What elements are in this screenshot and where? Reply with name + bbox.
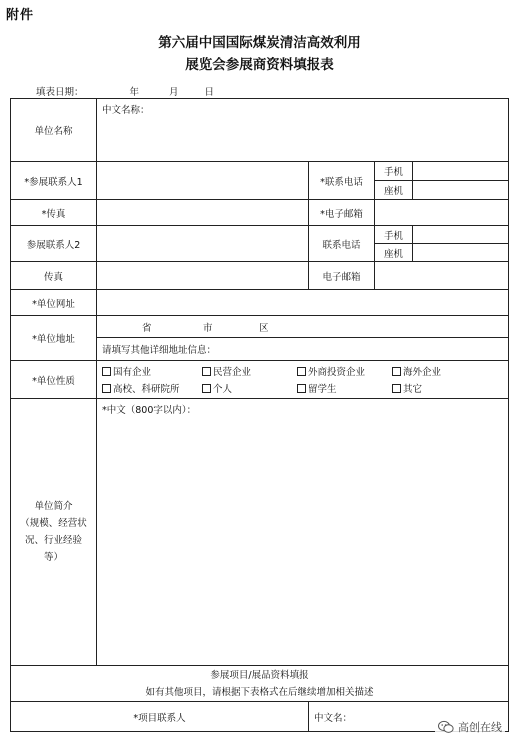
district-label: 区 [259, 322, 269, 334]
chinese-name-label: 中文名称： [102, 105, 150, 116]
checkbox[interactable] [202, 367, 211, 376]
form-title-line1: 第六届中国国际煤炭清洁高效利用 [158, 35, 361, 51]
checkbox[interactable] [102, 367, 111, 376]
email2-label: 电子邮箱 [309, 262, 375, 290]
wechat-icon [438, 720, 454, 734]
checkbox[interactable] [297, 384, 306, 393]
email1-field[interactable] [375, 200, 509, 226]
nature-label: *单位性质 [11, 361, 97, 399]
province-label: 省 [142, 322, 152, 334]
address-label: *单位地址 [11, 316, 97, 361]
fax1-field[interactable] [97, 200, 309, 226]
nature-option[interactable]: 个人 [202, 381, 297, 395]
project-note: 如有其他项目，请根据下表格式在后继续增加相关描述 [145, 686, 374, 698]
address-field[interactable] [97, 316, 509, 361]
checkbox[interactable] [297, 367, 306, 376]
project-title: 参展项目/展品资料填报 [210, 669, 309, 681]
contact2-phone-label: 联系电话 [309, 226, 375, 262]
nature-option[interactable]: 其它 [392, 381, 487, 395]
nature-option[interactable]: 高校、科研院所 [102, 381, 202, 395]
landline1-field[interactable] [413, 181, 509, 200]
landline2-field[interactable] [413, 244, 509, 262]
email2-field[interactable] [375, 262, 509, 290]
email1-label: *电子邮箱 [309, 200, 375, 226]
fill-date-row [36, 84, 214, 98]
landline2-label: 座机 [375, 244, 413, 262]
contact1-label: *参展联系人1 [11, 162, 97, 200]
date-day: 日 [204, 87, 215, 98]
contact2-field[interactable] [97, 226, 309, 262]
intro-label: 单位简介 （规模、经营状 况、行业经验 等） [11, 399, 97, 666]
website-label: *单位网址 [11, 290, 97, 316]
nature-option[interactable]: 外商投资企业 [297, 364, 392, 378]
fax2-label: 传真 [11, 262, 97, 290]
fax1-label: *传真 [11, 200, 97, 226]
website-field[interactable] [97, 290, 509, 316]
nature-option[interactable]: 国有企业 [102, 364, 202, 378]
form-title-line2: 展览会参展商资料填报表 [185, 57, 334, 73]
nature-option[interactable]: 海外企业 [392, 364, 487, 378]
mobile1-field[interactable] [413, 162, 509, 181]
city-label: 市 [203, 322, 213, 334]
unit-name-label: 单位名称 [11, 99, 97, 162]
project-section-header [11, 666, 509, 702]
watermark-text: 高创在线 [458, 721, 502, 734]
landline1-label: 座机 [375, 181, 413, 200]
nature-options [97, 361, 509, 399]
watermark [435, 718, 505, 736]
mobile1-label: 手机 [375, 162, 413, 181]
registration-form-table [10, 98, 509, 732]
project-contact-label: *项目联系人 [11, 702, 309, 732]
unit-name-field[interactable] [97, 99, 509, 162]
checkbox[interactable] [392, 367, 401, 376]
nature-option[interactable]: 留学生 [297, 381, 392, 395]
intro-field[interactable] [97, 399, 509, 666]
contact2-label: 参展联系人2 [11, 226, 97, 262]
contact1-field[interactable] [97, 162, 309, 200]
project-chinese-name-label: 中文名： [314, 712, 353, 724]
date-month: 月 [169, 87, 179, 98]
address-detail-label: 请填写其他详细地址信息： [102, 345, 217, 356]
date-year: 年 [129, 87, 140, 98]
contact1-phone-label: *联系电话 [309, 162, 375, 200]
fill-date-label: 填表日期： [36, 87, 84, 98]
intro-note: *中文（800字以内）： [102, 405, 197, 416]
mobile2-label: 手机 [375, 226, 413, 244]
checkbox[interactable] [202, 384, 211, 393]
checkbox[interactable] [392, 384, 401, 393]
nature-option[interactable]: 民营企业 [202, 364, 297, 378]
fax2-field[interactable] [97, 262, 309, 290]
checkbox[interactable] [102, 384, 111, 393]
attachment-label: 附件 [6, 8, 35, 23]
mobile2-field[interactable] [413, 226, 509, 244]
